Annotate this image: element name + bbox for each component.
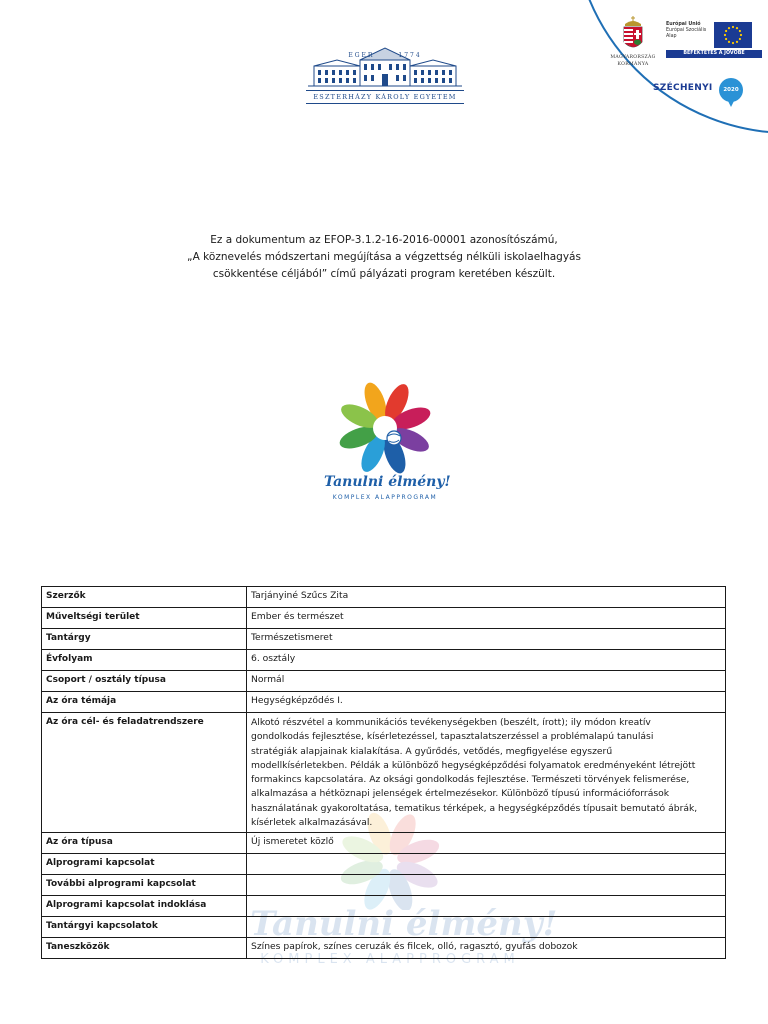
government-logo: [604, 14, 662, 68]
value-line: gondolkodás fejlesztése, kísérletezéssel, tapasztalatszerzéssel a problémalapú tanulási: [251, 731, 654, 743]
row-value: Tarjányiné Szűcs Zita: [247, 587, 726, 608]
row-label: Taneszközök: [42, 938, 247, 959]
table-row: [42, 938, 726, 959]
row-label: Tantárgy: [42, 629, 247, 650]
eu-line3: Alap: [666, 34, 677, 39]
row-label: Alprogrami kapcsolat: [42, 854, 247, 875]
szechenyi-label: SZÉCHENYI: [653, 83, 713, 93]
eu-slogan: BEFEKTETÉS A JÖVŐBE: [666, 50, 762, 58]
government-line2: KORMÁNYA: [617, 62, 649, 67]
value-line: formakincs kapcsolatára. Az oksági gondolkodás fejlesztése. Természeti törvények felismerése,: [251, 774, 690, 786]
row-value: Színes papírok, színes ceruzák és filcek, olló, ragasztó, gyufás dobozok: [247, 938, 726, 959]
lesson-info-table: [41, 586, 726, 959]
row-label: További alprogrami kapcsolat: [42, 875, 247, 896]
row-value: Új ismeretet közlő: [247, 833, 726, 854]
row-label: Az óra témája: [42, 692, 247, 713]
table-row: [42, 608, 726, 629]
table-row: [42, 713, 726, 833]
szechenyi-badge: 2020: [719, 78, 743, 102]
value-line: modellkísérletekben. Példák a különböző hegységképződési folyamatok eredményeként létrejött: [251, 759, 696, 771]
table-row: [42, 854, 726, 875]
eu-flag-icon: [714, 22, 752, 48]
row-value: 6. osztály: [247, 650, 726, 671]
intro-line2: „A köznevelés módszertani megújítása a végzettség nélküli iskolaelhagyás: [187, 251, 581, 263]
row-value: Hegységképződés I.: [247, 692, 726, 713]
header-arc-decoration: [572, 0, 768, 134]
eu-text: [666, 22, 716, 40]
table-row: [42, 692, 726, 713]
row-value-multiline: [247, 713, 726, 833]
intro-text: [140, 232, 628, 283]
table-row: [42, 917, 726, 938]
watermark-title: Tanulni élmény!: [250, 904, 558, 944]
university-city: EGER: [348, 52, 375, 59]
row-value: [247, 896, 726, 917]
row-value: [247, 854, 726, 875]
table-row: [42, 896, 726, 917]
row-label: Az óra típusa: [42, 833, 247, 854]
eu-line1: Európai Unió: [666, 22, 701, 27]
government-line1: MAGYARORSZÁG: [610, 55, 656, 60]
university-building-icon: [300, 44, 470, 90]
row-value: Természetismeret: [247, 629, 726, 650]
row-value: [247, 875, 726, 896]
table-row: [42, 875, 726, 896]
watermark-subtitle: KOMPLEX ALAPPROGRAM: [260, 952, 520, 967]
hungary-crest-icon: [604, 14, 662, 54]
value-line: használatának gyakoroltatása, tematikus térképek, a hegységképződés típusait bemutató ábrák,: [251, 802, 698, 814]
row-label: Alprogrami kapcsolat indoklása: [42, 896, 247, 917]
row-label: Az óra cél- és feladatrendszere: [42, 713, 247, 833]
university-year: 1774: [398, 52, 422, 59]
row-value: Ember és természet: [247, 608, 726, 629]
table-row: [42, 671, 726, 692]
eu-logo: [666, 22, 764, 58]
intro-line3: csökkentése céljából” című pályázati program keretében készült.: [212, 268, 556, 280]
row-value: [247, 917, 726, 938]
intro-line1: Ez a dokumentum az EFOP-3.1.2-16-2016-00001 azonosítószámú,: [210, 234, 558, 246]
row-label: Csoport / osztály típusa: [42, 671, 247, 692]
row-label: Évfolyam: [42, 650, 247, 671]
table-row: [42, 650, 726, 671]
value-line: Alkotó részvétel a kommunikációs tevékenységekben (beszélt, írott); ily módon kreatív: [251, 717, 651, 728]
value-line: stratégiák alapjainak kialakítása. A gyűrődés, vetődés, megfigyelése egyszerű: [251, 745, 613, 757]
program-logo-title: Tanulni élmény!: [324, 474, 451, 490]
program-hands-icon: [324, 378, 446, 474]
university-logo: [300, 44, 470, 104]
table-row: [42, 629, 726, 650]
table-row: [42, 833, 726, 854]
row-label: Szerzők: [42, 587, 247, 608]
row-label: Műveltségi terület: [42, 608, 247, 629]
program-logo: [324, 378, 451, 510]
row-label: Tantárgyi kapcsolatok: [42, 917, 247, 938]
program-logo-subtitle: KOMPLEX ALAPPROGRAM: [332, 494, 438, 501]
row-value: Normál: [247, 671, 726, 692]
value-line: kísérletek alkalmazásával.: [251, 817, 373, 829]
value-line: alkalmazása a hétköznapi jelenségek értelmezésekor. Különböző típusú információforrások: [251, 788, 670, 800]
eu-line2: Európai Szociális: [666, 28, 707, 33]
university-name: ESZTERHÁZY KÁROLY EGYETEM: [306, 90, 464, 104]
table-row: [42, 587, 726, 608]
